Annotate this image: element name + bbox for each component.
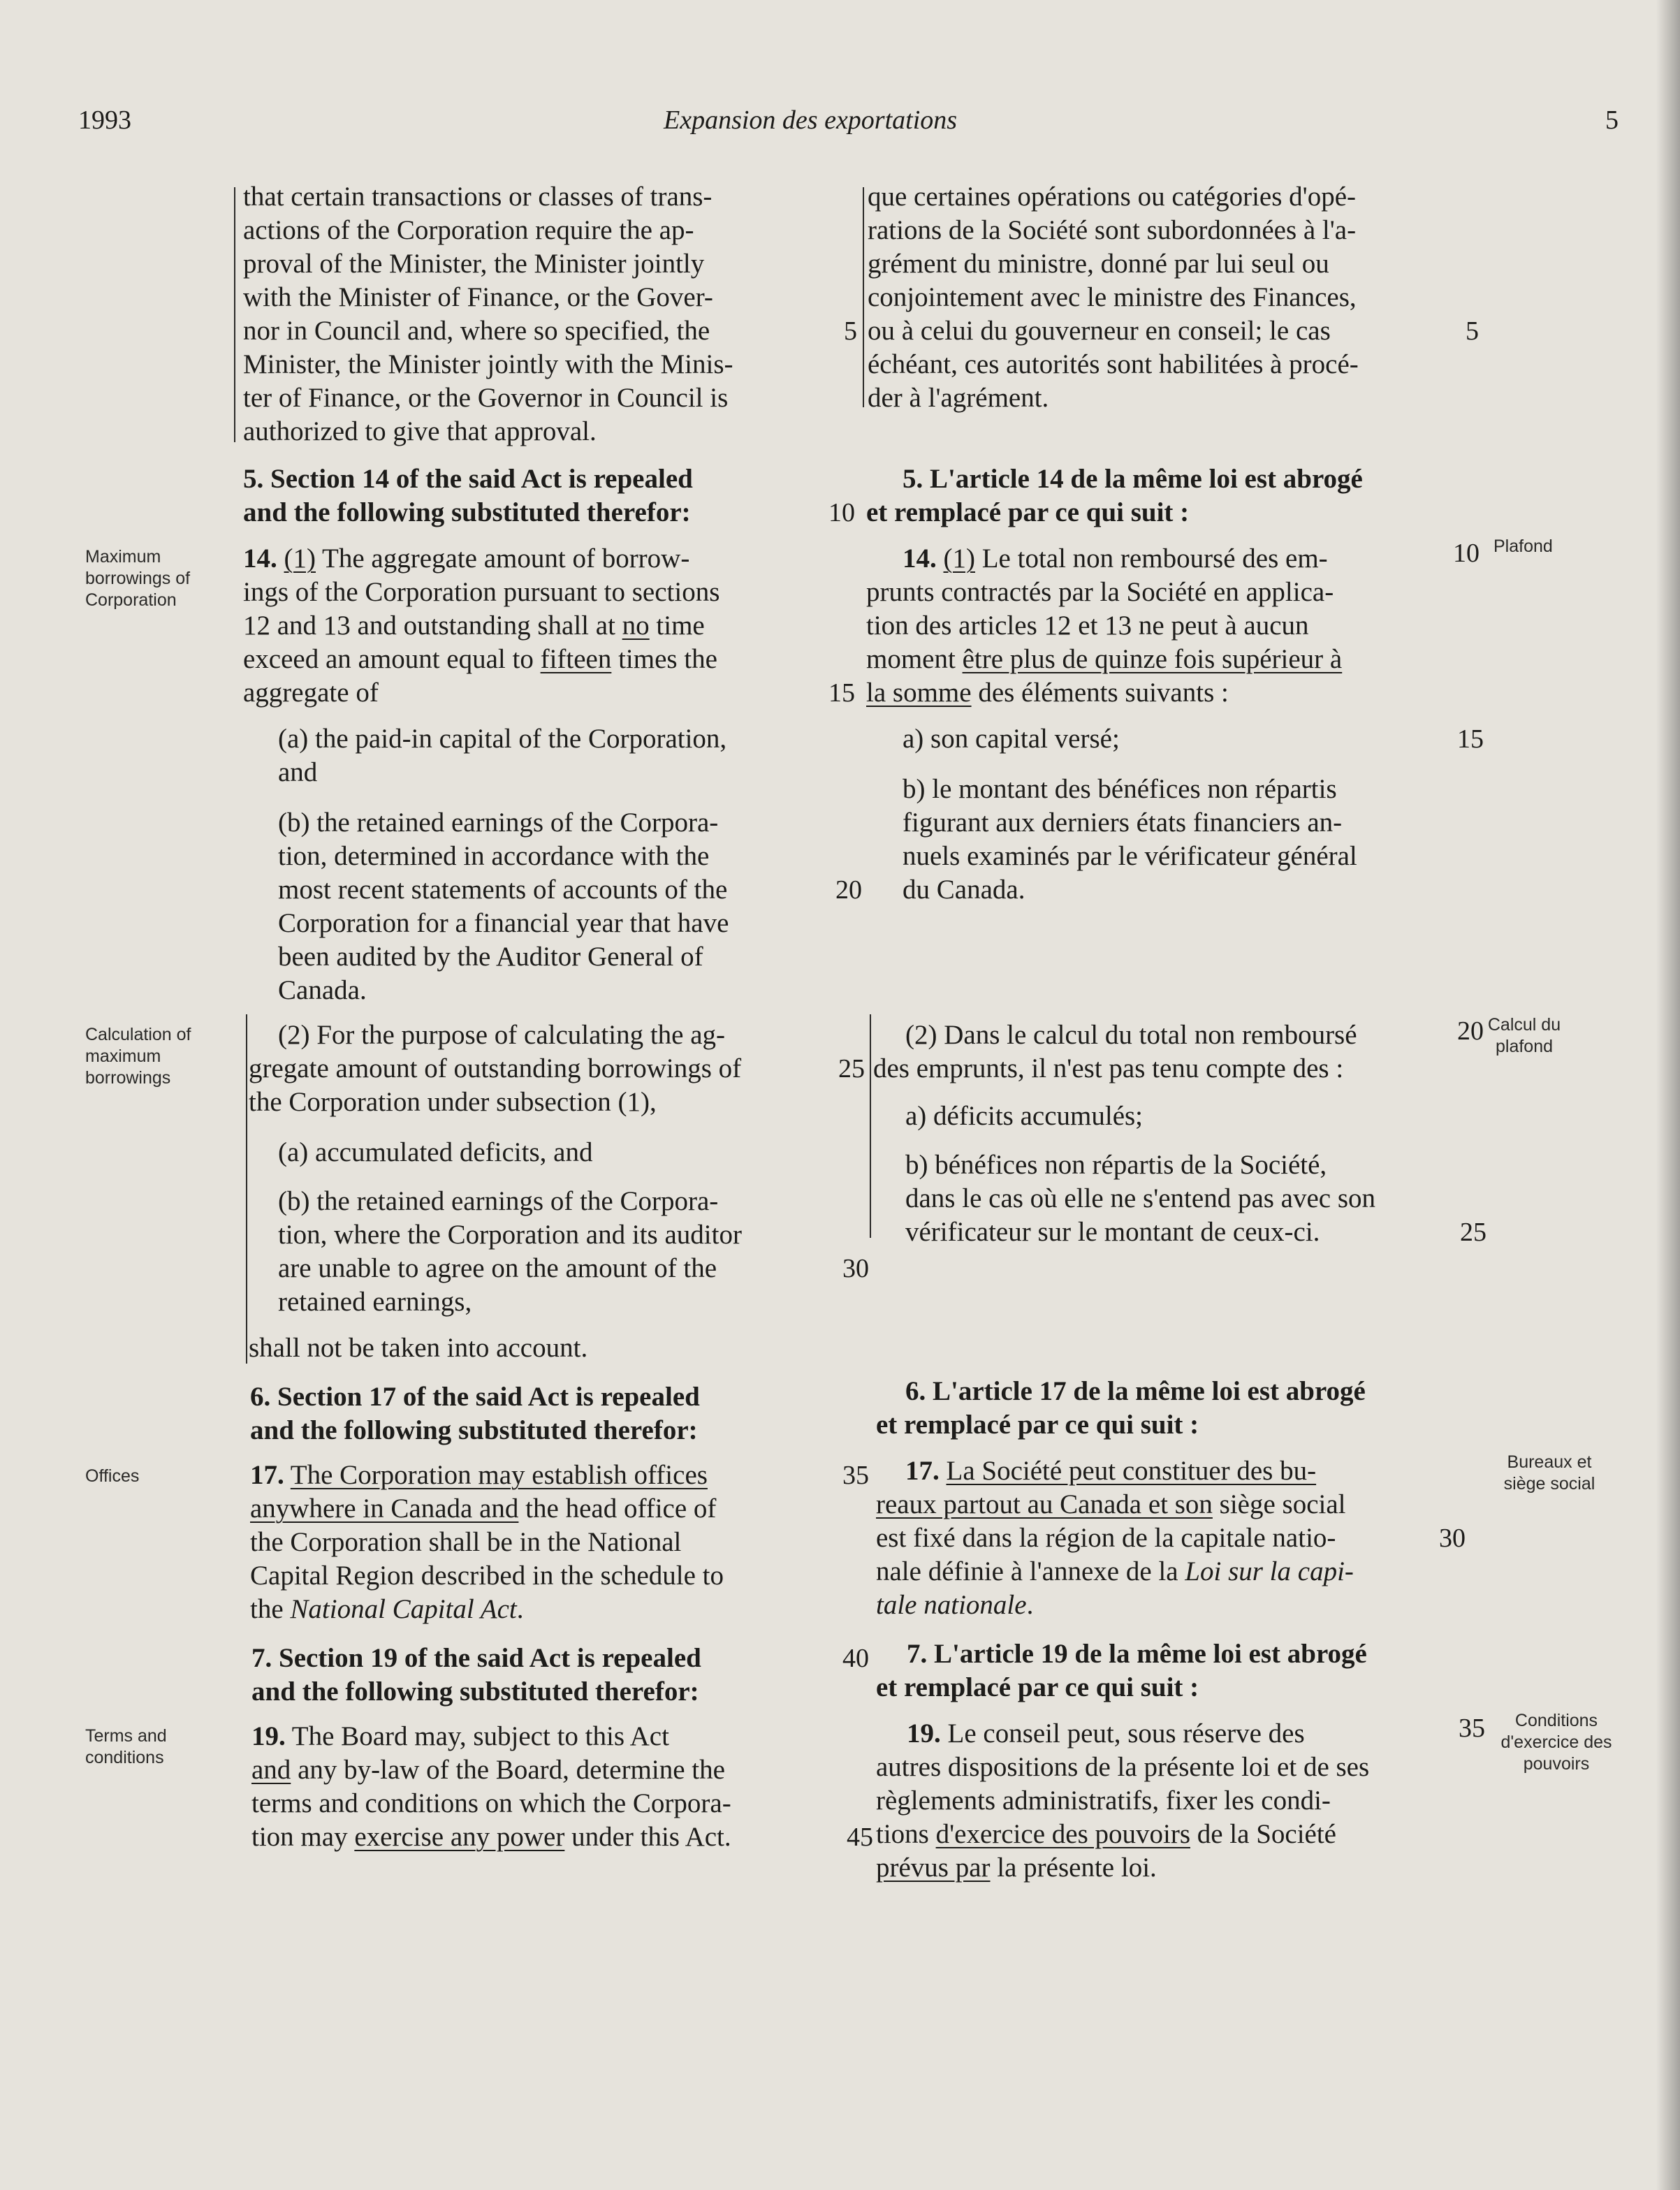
text-line	[903, 542, 1328, 576]
text-line: nor in Council and, where so specified, the	[243, 316, 710, 346]
text-line: retained earnings,	[278, 1287, 472, 1317]
text-line: (a) the paid-in capital of the Corporation,	[278, 724, 727, 754]
section-number: 14.	[903, 543, 937, 574]
amended-text: and	[251, 1755, 291, 1785]
section-number: 19.	[251, 1721, 286, 1751]
text-line: figurant aux derniers états financiers an-	[903, 808, 1343, 838]
text-fragment: the head office of	[518, 1494, 717, 1524]
margin-note-line: d'exercice des	[1500, 1732, 1612, 1752]
text-line	[243, 542, 689, 576]
text-line: with the Minister of Finance, or the Gover-	[243, 282, 713, 312]
text-line: règlements administratifs, fixer les condi-	[876, 1786, 1331, 1816]
text-line: authorized to give that approval.	[243, 416, 597, 446]
text-line: Canada.	[278, 975, 367, 1005]
amended-text: The Corporation may establish offices	[290, 1460, 708, 1490]
text-fragment: nale définie à l'annexe de la	[876, 1556, 1185, 1586]
margin-note-conditions	[1487, 1710, 1626, 1775]
text-line: tion, where the Corporation and its auditor	[278, 1220, 742, 1250]
amended-text: fifteen	[540, 644, 612, 674]
text-line: a) son capital versé;	[903, 724, 1120, 754]
section-heading: 7. L'article 19 de la même loi est abrogé	[907, 1639, 1367, 1669]
text-line: que certaines opérations ou catégories d'opé-	[868, 182, 1356, 212]
margin-note-line: conditions	[85, 1748, 164, 1767]
subsection-number: (1)	[284, 543, 316, 574]
change-bar	[870, 1014, 871, 1238]
text-line: rations de la Société sont subordonnées à l'a-	[868, 215, 1357, 245]
text-line: prunts contractés par la Société en applica-	[866, 577, 1334, 607]
margin-note-maximum-borrowings	[85, 546, 225, 611]
margin-note-line: Calcul du	[1487, 1015, 1561, 1035]
text-fragment: any by-law of the Board, determine the	[291, 1755, 725, 1785]
text-line: are unable to agree on the amount of the	[278, 1253, 717, 1283]
text-line	[866, 643, 1342, 676]
text-fragment: tion may	[251, 1822, 355, 1852]
page-number: 5	[1605, 105, 1619, 135]
text-fragment: The Board may, subject to this Act	[285, 1721, 669, 1751]
section-number: 17.	[905, 1456, 940, 1486]
text-line: actions of the Corporation require the ap-	[243, 215, 694, 245]
section-heading: and the following substituted therefor:	[250, 1415, 698, 1445]
text-fragment: the	[250, 1594, 291, 1624]
section-number: 19.	[907, 1718, 941, 1749]
margin-note-line: Corporation	[85, 590, 177, 610]
change-bar	[234, 187, 235, 442]
text-line: (2) Dans le calcul du total non remboursé	[905, 1020, 1357, 1050]
margin-note-line: Conditions	[1514, 1711, 1598, 1730]
amended-text: reaux partout au Canada et son	[876, 1489, 1213, 1519]
text-line: tion des articles 12 et 13 ne peut à aucun	[866, 611, 1309, 641]
line-number: 25	[1460, 1218, 1487, 1247]
text-fragment: Le conseil peut, sous réserve des	[940, 1718, 1305, 1749]
text-line	[866, 676, 1229, 710]
margin-note-line: Offices	[85, 1466, 140, 1486]
text-fragment: 12 and 13 and outstanding shall at	[243, 611, 622, 641]
section-heading: and the following substituted therefor:	[243, 497, 691, 527]
line-number: 30	[1439, 1524, 1466, 1553]
margin-note-line: maximum	[85, 1046, 161, 1066]
text-line: b) bénéfices non répartis de la Société,	[905, 1150, 1327, 1180]
text-line: Minister, the Minister jointly with the Minis-	[243, 349, 733, 379]
text-line	[251, 1820, 731, 1854]
margin-note-line: pouvoirs	[1523, 1754, 1590, 1774]
text-line	[876, 1818, 1336, 1851]
text-line: échéant, ces autorités sont habilitées à procé-	[868, 349, 1359, 379]
margin-note-line: Plafond	[1493, 536, 1553, 556]
text-line: (b) the retained earnings of the Corpora-	[278, 808, 719, 838]
section-heading: 6. L'article 17 de la même loi est abrogé	[905, 1376, 1366, 1406]
text-line	[250, 1593, 523, 1626]
text-fragment: exceed an amount equal to	[243, 644, 541, 674]
text-line: Corporation for a financial year that have	[278, 908, 729, 938]
text-line: been audited by the Auditor General of	[278, 942, 703, 972]
text-line: aggregate of	[243, 678, 379, 708]
line-number: 5	[844, 316, 857, 346]
amended-text: prévus par	[876, 1853, 991, 1883]
text-line	[876, 1851, 1157, 1885]
page-edge-shadow	[1656, 0, 1680, 2190]
line-number: 40	[842, 1644, 869, 1673]
text-fragment: Le total non remboursé des em-	[974, 543, 1328, 574]
margin-note-bureaux	[1487, 1452, 1612, 1495]
header-year: 1993	[78, 105, 131, 135]
amended-text: anywhere in Canada and	[250, 1494, 519, 1524]
text-fragment: .	[1026, 1590, 1034, 1620]
text-line: tion, determined in accordance with the	[278, 841, 710, 871]
text-fragment: moment	[866, 644, 963, 674]
text-line: ings of the Corporation pursuant to sections	[243, 577, 720, 607]
text-line: a) déficits accumulés;	[905, 1101, 1144, 1131]
section-heading: 5. L'article 14 de la même loi est abrogé	[903, 464, 1363, 494]
act-title: tale nationale	[876, 1590, 1027, 1620]
text-line: grément du ministre, donné par lui seul ou	[868, 249, 1329, 279]
amended-text: La Société peut constituer des bu-	[946, 1456, 1317, 1486]
line-number: 10	[1453, 539, 1480, 568]
text-fragment: siège social	[1212, 1489, 1346, 1519]
text-line: b) le montant des bénéfices non répartis	[903, 774, 1337, 804]
margin-note-calculation	[85, 1024, 225, 1089]
line-number: 5	[1466, 316, 1479, 346]
section-heading: et remplacé par ce qui suit :	[876, 1672, 1199, 1702]
text-fragment: la présente loi.	[990, 1853, 1157, 1883]
header-title: Expansion des exportations	[664, 105, 958, 135]
text-line: that certain transactions or classes of trans-	[243, 182, 713, 212]
text-line: the Corporation under subsection (1),	[249, 1087, 657, 1117]
text-line: du Canada.	[903, 875, 1025, 905]
text-line: the Corporation shall be in the National	[250, 1527, 682, 1557]
margin-note-plafond	[1493, 536, 1633, 557]
section-heading: 5. Section 14 of the said Act is repealed	[243, 464, 693, 494]
margin-note-line: Calculation of	[85, 1025, 191, 1044]
line-number: 10	[828, 498, 855, 527]
amended-text: être plus de quinze fois supérieur à	[962, 644, 1343, 674]
text-line	[876, 1555, 1354, 1589]
text-line: Capital Region described in the schedule to	[250, 1561, 724, 1591]
text-line	[251, 1753, 725, 1787]
section-heading: and the following substituted therefor:	[251, 1677, 699, 1707]
margin-note-terms	[85, 1725, 225, 1769]
text-line	[243, 643, 717, 676]
text-line: (b) the retained earnings of the Corpora-	[278, 1186, 719, 1216]
section-number: 14.	[243, 543, 277, 574]
line-number: 30	[842, 1254, 869, 1283]
change-bar	[863, 187, 864, 407]
margin-note-line: plafond	[1495, 1037, 1554, 1056]
text-line: proval of the Minister, the Minister jointly	[243, 249, 705, 279]
margin-note-line: Bureaux et	[1507, 1452, 1592, 1472]
text-line	[251, 1720, 669, 1753]
text-line: dans le cas où elle ne s'entend pas avec son	[905, 1183, 1376, 1213]
line-number: 20	[1457, 1016, 1484, 1046]
margin-note-line: Maximum	[85, 547, 161, 567]
text-line: (2) For the purpose of calculating the ag-	[278, 1020, 726, 1050]
text-line: autres dispositions de la présente loi et de ses	[876, 1752, 1370, 1782]
text-line	[250, 1459, 708, 1492]
margin-note-line: Terms and	[85, 1726, 167, 1746]
text-fragment: The aggregate amount of borrow-	[315, 543, 690, 574]
text-line: ou à celui du gouverneur en conseil; le cas	[868, 316, 1331, 346]
margin-note-line: siège social	[1503, 1474, 1595, 1494]
line-number: 35	[1459, 1714, 1485, 1743]
text-fragment: under this Act.	[564, 1822, 731, 1852]
text-line: des emprunts, il n'est pas tenu compte des :	[873, 1053, 1344, 1083]
text-fragment: times the	[611, 644, 717, 674]
line-number: 15	[828, 678, 855, 708]
text-line: terms and conditions on which the Corpora-	[251, 1788, 731, 1818]
line-number: 20	[835, 875, 862, 905]
text-line: (a) accumulated deficits, and	[278, 1137, 593, 1167]
text-fragment: .	[516, 1594, 524, 1624]
text-fragment: des éléments suivants :	[971, 678, 1229, 708]
line-number: 25	[838, 1054, 865, 1083]
text-line: gregate amount of outstanding borrowings of	[249, 1053, 742, 1083]
line-number: 45	[847, 1823, 873, 1852]
text-line: most recent statements of accounts of the	[278, 875, 728, 905]
section-heading: et remplacé par ce qui suit :	[876, 1410, 1199, 1440]
text-line: conjointement avec le ministre des Finances,	[868, 282, 1357, 312]
margin-note-line: borrowings of	[85, 569, 191, 588]
text-line	[876, 1589, 1033, 1622]
amended-text: no	[622, 611, 650, 641]
section-number: 17.	[250, 1460, 284, 1490]
line-number: 15	[1457, 724, 1484, 754]
text-line	[907, 1717, 1305, 1751]
text-fragment: time	[649, 611, 705, 641]
amended-text: d'exercice des pouvoirs	[935, 1819, 1190, 1849]
act-title: Loi sur la capi-	[1185, 1556, 1354, 1586]
text-line: shall not be taken into account.	[249, 1333, 588, 1363]
text-line	[243, 609, 705, 643]
text-line: vérificateur sur le montant de ceux-ci.	[905, 1217, 1320, 1247]
text-line: der à l'agrément.	[868, 383, 1049, 413]
text-line: and	[278, 757, 318, 787]
section-heading: 6. Section 17 of the said Act is repealed	[250, 1382, 700, 1412]
amended-text: la somme	[866, 678, 972, 708]
text-line	[250, 1492, 716, 1526]
margin-note-line: borrowings	[85, 1068, 171, 1088]
subsection-number: (1)	[943, 543, 975, 574]
text-line: est fixé dans la région de la capitale natio-	[876, 1523, 1336, 1553]
margin-note-offices	[85, 1466, 225, 1487]
line-number: 35	[842, 1461, 869, 1490]
amended-text: exercise any power	[354, 1822, 565, 1852]
text-line	[905, 1454, 1316, 1488]
text-line: nuels examinés par le vérificateur général	[903, 841, 1357, 871]
text-line	[876, 1488, 1346, 1521]
section-heading: et remplacé par ce qui suit :	[866, 497, 1190, 527]
change-bar	[246, 1014, 247, 1364]
text-fragment: de la Société	[1190, 1819, 1336, 1849]
text-line: ter of Finance, or the Governor in Council is	[243, 383, 729, 413]
text-fragment: tions	[876, 1819, 936, 1849]
section-heading: 7. Section 19 of the said Act is repealed	[251, 1643, 701, 1673]
act-title: National Capital Act	[290, 1594, 517, 1624]
margin-note-calcul	[1482, 1014, 1566, 1058]
